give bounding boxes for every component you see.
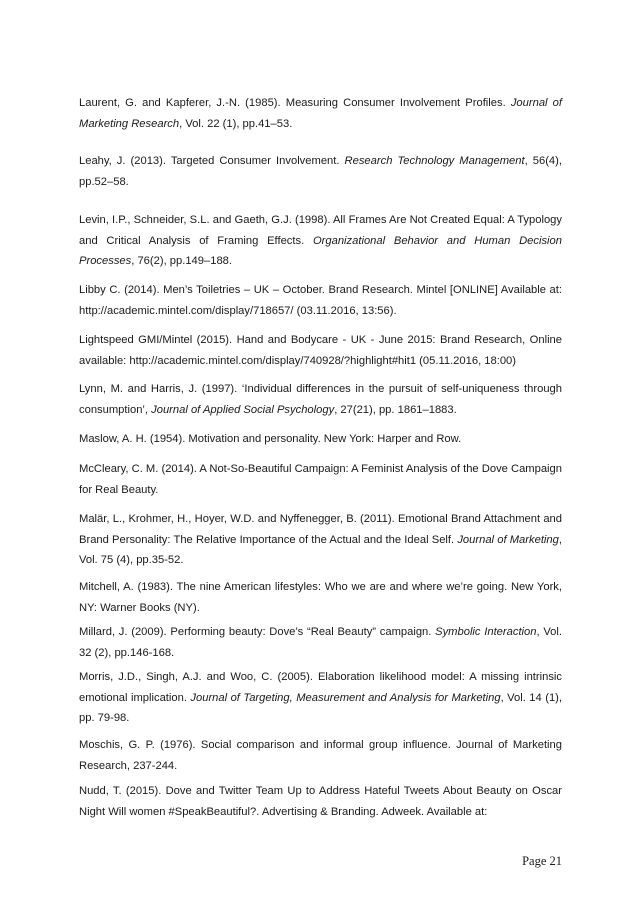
reference-entry [79, 379, 562, 420]
reference-entry [79, 667, 562, 729]
reference-text: , Vol. 32 (2), pp.146-168. [79, 626, 562, 659]
reference-entry [79, 210, 562, 272]
reference-text: , 56(4), pp.52–58. [79, 155, 562, 188]
reference-entry [79, 330, 562, 371]
reference-italic-text: Journal of Applied Social Psychology [151, 403, 335, 416]
reference-text: , Vol. 75 (4), pp.35-52. [79, 533, 562, 566]
reference-text: Libby C. (2014). Men’s Toiletries – UK – October. Brand Research. Mintel [ONLINE] Available at: http://academic.mintel.com/display/718657/ (03.11.2016, 13:56). [79, 284, 562, 317]
reference-text: Laurent, G. and Kapferer, J.-N. (1985). Measuring Consumer Involvement Profiles. [79, 97, 511, 109]
reference-entry [79, 429, 562, 450]
reference-text: McCleary, C. M. (2014). A Not-So-Beautiful Campaign: A Feminist Analysis of the Dove Campaign for Real Beauty. [79, 463, 562, 496]
reference-italic-text: Journal of Marketing Research [79, 97, 562, 130]
reference-entry [79, 459, 562, 500]
reference-text: Millard, J. (2009). Performing beauty: Dove’s “Real Beauty” campaign. [79, 626, 436, 638]
reference-entry [79, 151, 562, 192]
reference-italic-text: Journal of Targeting, Measurement and Analysis for Marketing [190, 691, 501, 704]
page-number: Page 21 [522, 854, 562, 868]
reference-text: Nudd, T. (2015). Dove and Twitter Team Up to Address Hateful Tweets About Beauty on Oscar Night Will women #SpeakBeautiful?. Advertising & Branding. Adweek. Available at: [79, 785, 562, 818]
reference-entry [79, 735, 562, 776]
reference-text: Lightspeed GMI/Mintel (2015). Hand and Bodycare - UK - June 2015: Brand Research, Online available: http://academic.mintel.com/display/740928/?highlight#hit1 (05.11.2016, 18:00) [79, 334, 562, 367]
reference-italic-text: Research Technology Management [344, 155, 525, 167]
reference-text: , 76(2), pp.149–188. [131, 255, 232, 267]
reference-entry [79, 509, 562, 571]
reference-entry [79, 577, 562, 618]
reference-text: , 27(21), pp. 1861–1883. [334, 403, 457, 416]
reference-text: Mitchell, A. (1983). The nine American lifestyles: Who we are and where we’re going. New York, NY: Warner Books (NY). [79, 581, 562, 614]
reference-text: Malär, L., Krohmer, H., Hoyer, W.D. and Nyffenegger, B. (2011). Emotional Brand Attachment and Brand Personality: The Relative Importance of the Actual and the Ideal Self. [79, 513, 562, 546]
reference-text: , Vol. 14 (1), pp. 79-98. [79, 691, 563, 724]
reference-text: Levin, I.P., Schneider, S.L. and Gaeth, G.J. (1998). All Frames Are Not Created Equal: A Typology and Critical Analysis of Framing Effects. [79, 214, 562, 247]
reference-text: Lynn, M. and Harris, J. (1997). ‘Individual differences in the pursuit of self-uniqueness through consumption’, [79, 383, 562, 416]
reference-text: , Vol. 22 (1), pp.41–53. [179, 117, 293, 130]
reference-italic-text: Symbolic Interaction [435, 626, 537, 638]
reference-text: Moschis, G. P. (1976). Social comparison and informal group influence. Journal of Marketing Research, 237-244. [79, 739, 562, 772]
reference-text: Leahy, J. (2013). Targeted Consumer Involvement. [79, 155, 345, 167]
reference-italic-text: Organizational Behavior and Human Decision Processes [79, 234, 562, 267]
reference-entry [79, 280, 562, 321]
reference-entry [79, 93, 562, 134]
reference-entry [79, 781, 562, 822]
reference-text: Morris, J.D., Singh, A.J. and Woo, C. (2005). Elaboration likelihood model: A missing intrinsic emotional implication. [79, 671, 562, 704]
reference-text: Maslow, A. H. (1954). Motivation and personality. New York: Harper and Row. [79, 433, 462, 445]
reference-entry [79, 622, 562, 663]
reference-italic-text: Journal of Marketing [457, 533, 559, 546]
